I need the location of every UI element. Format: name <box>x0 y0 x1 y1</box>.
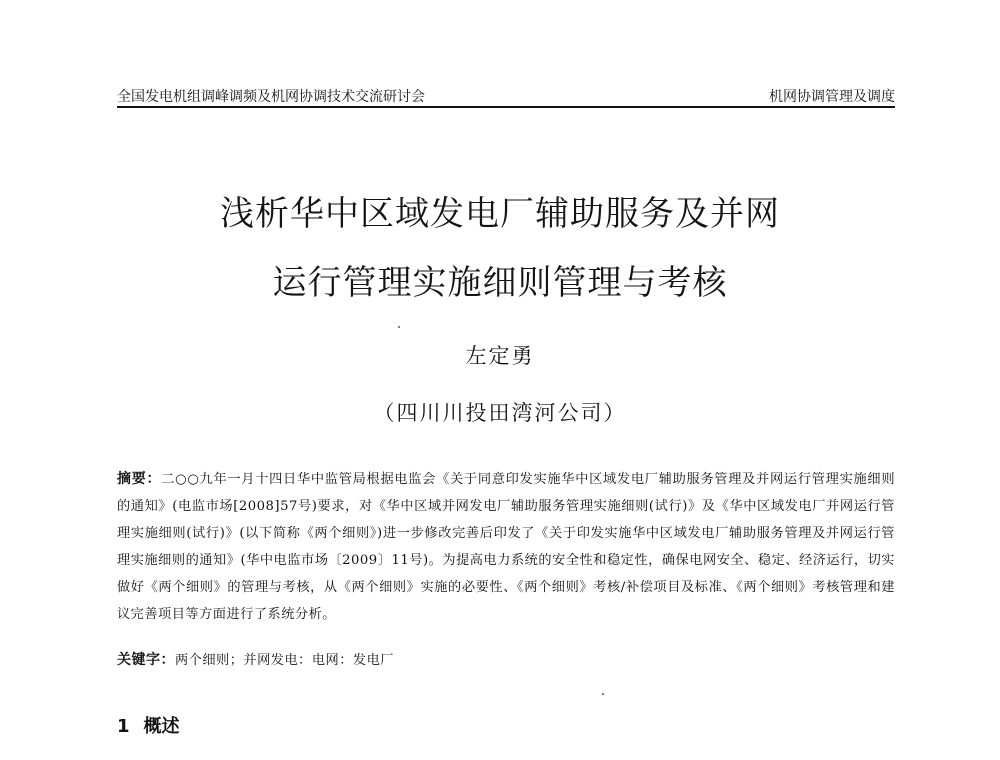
running-header <box>117 86 895 108</box>
author-name: 左定勇 <box>465 344 535 368</box>
keywords <box>117 649 895 669</box>
scan-speck <box>398 326 400 328</box>
section-category: 机网协调管理及调度 <box>769 89 895 105</box>
keywords-label: 关键字： <box>117 652 175 668</box>
paper-title-line-2: 运行管理实施细则管理与考核 <box>272 263 728 303</box>
scan-speck <box>602 693 604 695</box>
paper-title-line-1: 浅析华中区域发电厂辅助服务及并网 <box>220 194 780 234</box>
abstract-label: 摘要： <box>117 471 162 487</box>
section-title: 概述 <box>143 716 180 737</box>
keywords-text: 两个细则；并网发电：电网：发电厂 <box>175 653 394 668</box>
section-number: 1 <box>117 716 130 737</box>
abstract <box>117 466 895 628</box>
conference-name: 全国发电机组调峰调频及机网协调技术交流研讨会 <box>117 89 425 105</box>
section-heading <box>117 712 180 738</box>
abstract-text: 二○○九年一月十四日华中监管局根据电监会《关于同意印发实施华中区域发电厂辅助服务管理及并网运行管理实施细则的通知》(电监市场[2008]57号)要求，对《华中区域并网发电厂辅助服务管理实施细则(试行)》及《华中区域发电厂并网运行管理实施细则(试行)》(以下简称《两个细则》)进一步修改完善后印发了《关于印发实施华中区域发电厂辅助服务管理及并网运行管理实施细则的通知》(华中电监市场〔2009〕11号)。为提高电力系统的安全性和稳定性，确保电网安全、稳定、经济运行，切实做好《两个细则》的管理与考核，从《两个细则》实施的必要性、《两个细则》考核/补偿项目及标准、《两个细则》考核管理和建议完善项目等方面进行了系统分析。 <box>117 472 896 622</box>
author-affiliation: （四川川投田湾河公司） <box>373 401 627 425</box>
